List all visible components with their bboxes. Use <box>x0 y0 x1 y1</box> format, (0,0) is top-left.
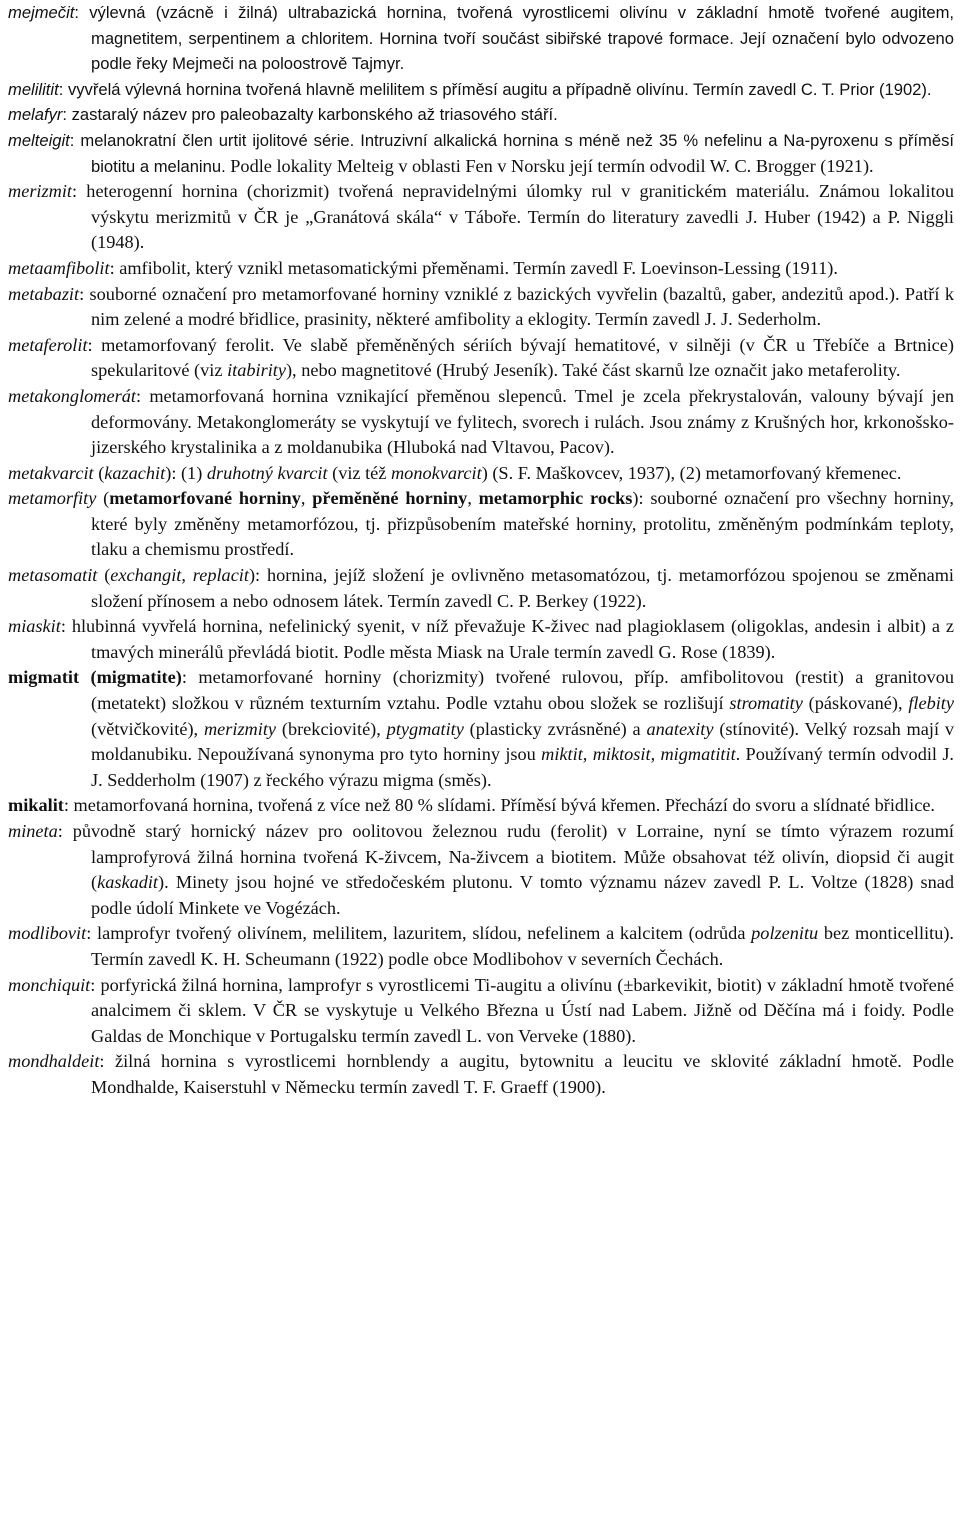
entry-text: merizmity <box>203 718 277 739</box>
entry-term: monchiquit <box>8 974 91 995</box>
entry-melilitit <box>8 77 954 103</box>
entry-mejmecit <box>8 0 954 77</box>
entry-text: přeměněné horniny <box>312 488 468 509</box>
entry-term: miaskit <box>8 616 61 637</box>
entry-term: mondhaldeit <box>8 1051 100 1072</box>
entry-term: mejmečit <box>8 3 75 22</box>
entry-text: (plasticky zvrásněné) a <box>463 718 647 739</box>
entry-text: ), nebo magnetitové (Hrubý Jeseník). Také část skarnů lze označit jako metaferolity. <box>285 360 901 381</box>
entry-text: (páskované), <box>802 693 909 714</box>
entry-text: metamorphic rocks <box>478 488 633 509</box>
entry-text: druhotný kvarcit <box>206 462 328 483</box>
entry-monchiquit <box>8 973 954 1050</box>
entry-text: , <box>181 565 193 586</box>
entry-mineta <box>8 819 954 921</box>
entry-text: ( <box>97 565 111 586</box>
entry-term: metaamfibolit <box>8 257 110 278</box>
entry-metakvarcit <box>8 461 954 487</box>
entry-text: kazachit <box>104 462 166 483</box>
entry-text: : heterogenní hornina (chorizmit) tvořená nepravidelnými úlomky rul v granitickém materiálu. Známou lokalitou výskytu merizmitů v ČR je „Granátová skála“ v Táboře. Termín do literatury zavedli J. Huber (1942) a P. Niggli (1948). <box>71 181 954 253</box>
entry-text: : amfibolit, který vznikl metasomatickými přeměnami. Termín zavedl F. Loevinson-Lessing (1911). <box>109 257 838 278</box>
entry-text: (větvičkovité), <box>91 718 204 739</box>
entry-text: : zastaralý název pro paleobazalty karbonského až triasového stáří. <box>62 105 558 125</box>
entry-merizmit <box>8 179 954 256</box>
entry-text: bez monticellitu). Termín zavedl K. H. Scheumann (1922) podle obce Modlibohov v severních Čechách. <box>91 923 954 969</box>
entry-miaskit <box>8 614 954 665</box>
entry-text: : metamorfovaná hornina vznikající přeměnou slepenců. Tmel je zcela překrystalován, valouny bývají jen deformovány. Metakonglomeráty se vyskytují ve fylitech, svorech i rulách. Jsou známy z Krušných hor, krkonošsko-jizerského krystalinika a z moldanubika (Hluboká nad Vltavou, Pacov). <box>91 385 954 458</box>
entry-text: (viz též <box>327 462 391 483</box>
entry-text: flebity <box>908 693 954 714</box>
entry-text: Podle lokality Melteig v oblasti Fen v Norsku její termín odvodil W. C. Brogger (1921). <box>225 155 874 176</box>
entry-text: ( <box>96 488 110 509</box>
entry-text: kaskadit <box>97 872 159 893</box>
entry-term: merizmit <box>8 181 72 202</box>
entry-metasomatit <box>8 563 954 614</box>
entry-melteigit <box>8 128 954 179</box>
entry-text: (stínovité). Velký rozsah mají v moldanubiku. Nepoužívaná synonyma pro tyto horniny jsou <box>91 718 954 765</box>
entry-melafyr <box>8 102 954 128</box>
entry-text: miktit <box>541 744 583 765</box>
entry-text: ). Minety jsou hojné ve středočeském plutonu. V tomto významu název zavedl P. L. Voltze (1828) snad podle údolí Minkete ve Vogézách. <box>91 872 954 918</box>
entry-text: ): hornina, jejíž složení je ovlivněno metasomatózou, tj. metamorfózou spojenou se změnami složení přínosem a nebo odnosem látek. Termín zavedl C. P. Berkey (1922). <box>91 565 955 611</box>
entry-term: migmatit (migmatite) <box>8 667 182 688</box>
entry-metaferolit <box>8 333 954 384</box>
entry-term: metaferolit <box>8 334 88 355</box>
entry-mondhaldeit <box>8 1049 954 1100</box>
entry-text: : původně starý hornický název pro oolitovou železnou rudu (ferolit) v Lorraine, nyní se tímto výrazem rozumí lamprofyrová žilná hornina tvořená K-živcem, Na-živcem a biotitem. Může obsahovat též olivín, diopsid či augit ( <box>57 821 954 893</box>
entry-text: , <box>650 744 661 765</box>
entry-text: anatexity <box>646 718 714 739</box>
entry-term: metabazit <box>8 283 80 304</box>
entry-text: : souborné označení pro metamorfované horniny vzniklé z bazických vyvřelin (bazaltů, gaber, andezitů apod.). Patří k nim zelené a modré břidlice, prasinity, některé amfibolity a eklogity. Termín zavedl J. J. Sederholm. <box>79 283 954 330</box>
entry-text: Intruzivní alkalická hornina s méně než 35 % nefelinu a Na-pyroxenu s příměsí biotitu a melaninu. <box>91 130 954 176</box>
entry-metakonglomerat <box>8 384 954 461</box>
entry-text: , <box>300 488 313 509</box>
entry-migmatit <box>8 665 954 793</box>
entry-term: melilitit <box>8 79 59 99</box>
entry-text: : melanokratní člen urtit ijolitové série. <box>69 130 355 150</box>
entry-text: migmatitit <box>660 744 736 765</box>
entry-text: : metamorfovaný ferolit. Ve slabě přeměněných sériích bývají hematitové, v silněji (v ČR u Třebíče a Brtnice) spekularitové (viz <box>87 334 954 381</box>
entry-text: : žilná hornina s vyrostlicemi hornblendy a augitu, bytownitu a leucitu ve sklovité základní hmotě. Podle Mondhalde, Kaiserstuhl v Německu termín zavedl T. F. Graeff (1900). <box>91 1051 954 1097</box>
entry-text: polzenitu <box>751 923 819 944</box>
entry-text: : metamorfovaná hornina, tvořená z více než 80 % slídami. Příměsí bývá křemen. Přechází do svoru a slídnaté břidlice. <box>63 795 936 816</box>
entry-text: , <box>467 488 479 509</box>
entry-text: ( <box>93 462 105 483</box>
entry-mikalit <box>8 793 954 819</box>
entry-text: : lamprofyr tvořený olivínem, melilitem, lazuritem, slídou, nefelinem a kalcitem (odrůda <box>86 923 752 944</box>
entry-text: stromatity <box>729 693 803 714</box>
entry-text: ) (S. F. Maškovcev, 1937), (2) metamorfovaný křemenec. <box>481 462 902 483</box>
entry-term: melteigit <box>8 130 70 150</box>
entry-term: metakonglomerát <box>8 385 136 406</box>
entry-text: , <box>582 744 593 765</box>
entry-text: itabirity <box>227 360 286 381</box>
entry-term: metamorfity <box>8 488 97 509</box>
entry-term: mineta <box>8 821 58 841</box>
entry-text: . Používaný termín odvodil J. J. Sedderholm (1907) z řeckého výrazu migma (směs). <box>91 744 955 790</box>
entry-term: mikalit <box>8 795 64 816</box>
entry-text: replacit <box>192 565 249 586</box>
entry-metaamfibolit <box>8 256 954 282</box>
entry-text: miktosit <box>592 744 651 765</box>
entry-text: : hlubinná vyvřelá hornina, nefelinický syenit, v níž převažuje K-živec nad plagioklasem (oligoklas, andesin i albit) a z tmavých minerálů převládá biotit. Podle města Miask na Urale termín zavedl G. Rose (1839). <box>60 616 954 662</box>
entry-text: ): (1) <box>165 462 207 483</box>
entry-modlibovit <box>8 921 954 972</box>
entry-term: metakvarcit <box>8 462 94 483</box>
entry-metamorfity <box>8 486 954 563</box>
entry-text: : výlevná (vzácně i žilná) ultrabazická hornina, tvořená vyrostlicemi olivínu v základní hmotě tvořené augitem, magnetitem, serpentinem a chloritem. Hornina tvoří součást sibiřské trapové formace. Její označení bylo odvozeno podle řeky Mejmeči na poloostrově Tajmyr. <box>74 3 954 74</box>
entry-text: metamorfované horniny <box>109 488 301 509</box>
entry-text: monokvarcit <box>390 462 482 483</box>
entry-text: ): souborné označení pro všechny horniny, které byly změněny metamorfózou, tj. přizpůsobením mateřské horniny, protolitu, změněným podmínkám teploty, tlaku a chemismu prostředí. <box>91 488 954 560</box>
entry-text: exchangit <box>110 565 182 586</box>
entry-text: (brekciovité), <box>276 718 387 739</box>
entry-text: : vyvřelá výlevná hornina tvořená hlavně melilitem s příměsí augitu a případně olivínu. Termín zavedl C. T. Prior (1902). <box>58 79 932 99</box>
entry-text: : metamorfované horniny (chorizmity) tvořené rulovou, příp. amfibolitovou (restit) a granitovou (metatekt) složkou v různém texturním vztahu. Podle vztahu obou složek se rozlišují <box>91 667 954 714</box>
entry-term: metasomatit <box>8 565 98 586</box>
entry-term: modlibovit <box>8 923 87 944</box>
entry-term: melafyr <box>8 105 63 125</box>
entry-text: : porfyrická žilná hornina, lamprofyr s vyrostlicemi Ti-augitu a olivínu (±barkevikit, biotit) v základní hmotě tvořené analcimem či sklem. V ČR se vyskytuje u Velkého Března u Ústí nad Labem. Jižně od Děčína má i foidy. Podle Galdas de Monchique v Portugalsku termín zavedl L. von Verveke (1880). <box>90 974 954 1046</box>
entry-text: ptygmatity <box>386 718 464 739</box>
entry-metabazit <box>8 282 954 333</box>
